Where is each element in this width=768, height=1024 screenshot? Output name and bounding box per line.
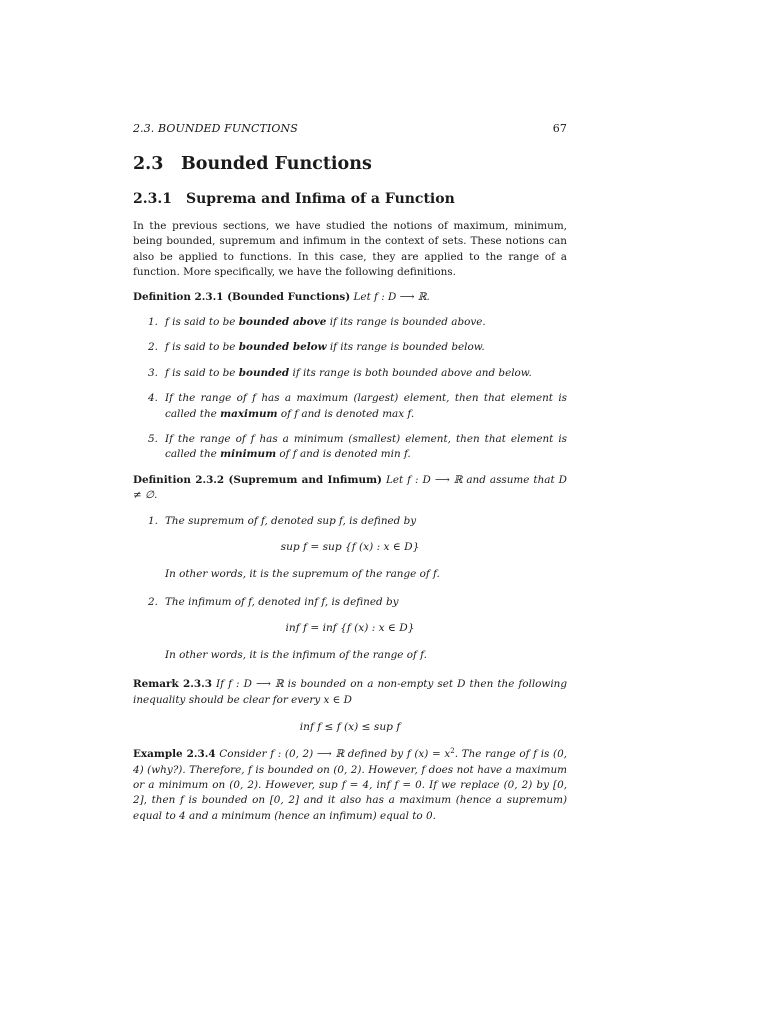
page-body [133,122,567,834]
example-text-b: . The range of f is (0, 4) (why?). Therefore, f is bounded on (0, 2). However, f does not have a maximum or a minimum on (0, 2). However, sup f = 4, inf f = 0. If we replace (0, 2) by [0, 2], then f is bounded on [0, 2] and it also has a maximum (hence a supremum) equal to 4 and a minimum (hence an infimum) equal to 0. [133,748,567,822]
remark-text: If f : D ⟶ ℝ is bounded on a non-empty set D then the following inequality should be clear for every x ∈ D [133,678,567,706]
list-item: 1. f is said to be bounded above if its range is bounded above. [148,316,486,329]
equation-sup: sup f = sup {f (x) : x ∈ D} [280,541,420,554]
section-title: Bounded Functions [181,154,372,174]
equation-inf: inf f = inf {f (x) : x ∈ D} [285,621,415,634]
example-heading: Example 2.3.4 [133,748,216,761]
definition-heading: Definition 2.3.1 (Bounded Functions) [133,290,351,303]
definition-bounded-functions [133,290,567,305]
example [133,747,567,824]
list-item: 5. If the range of f has a minimum (smallest) element, then that element is called the minimum of f and is denoted min f. [148,433,567,461]
section-number: 2.3 [133,154,164,174]
remark [133,677,567,708]
subsection-heading [133,191,567,207]
list-item: 4. If the range of f has a maximum (largest) element, then that element is called the maximum of f and is denoted max f. [148,392,567,420]
running-head [133,122,567,135]
subsection-number: 2.3.1 [133,191,172,207]
definition-heading: Definition 2.3.2 (Supremum and Infimum) [133,473,382,486]
page-number: 67 [552,122,567,135]
list-item: 1. The supremum of f, denoted sup f, is defined by [148,514,417,527]
definition-list [133,315,567,463]
section-heading [133,154,567,174]
list-item: 2. The infimum of f, denoted inf f, is defined by [148,595,399,608]
intro-paragraph: In the previous sections, we have studied the notions of maximum, minimum, being bounded, supremum and infimum in the context of sets. These notions can also be applied to functions. In this case, they are applied to the range of a function. More specifically, we have the following definitions. [133,220,567,279]
remark-heading: Remark 2.3.3 [133,678,212,691]
definition-list [133,514,567,529]
definition-supremum-infimum [133,473,567,504]
note-inf: In other words, it is the infimum of the range of f. [165,648,427,661]
example-text-a: Consider f : (0, 2) ⟶ ℝ defined by f (x) = x [219,748,451,761]
running-head-title: 2.3. BOUNDED FUNCTIONS [133,122,298,135]
equation-inequality: inf f ≤ f (x) ≤ sup f [299,721,401,734]
list-item: 3. f is said to be bounded if its range is both bounded above and below. [148,366,532,379]
subsection-title: Suprema and Infima of a Function [186,191,455,207]
list-item: 2. f is said to be bounded below if its range is bounded below. [148,341,485,354]
definition-lead: Let f : D ⟶ ℝ. [353,290,430,303]
definition-list [133,595,567,610]
definition-lead: Let f : D ⟶ ℝ and assume that D ≠ ∅. [133,473,567,502]
example-exponent: 2 [450,747,455,756]
note-sup: In other words, it is the supremum of the range of f. [165,568,440,581]
